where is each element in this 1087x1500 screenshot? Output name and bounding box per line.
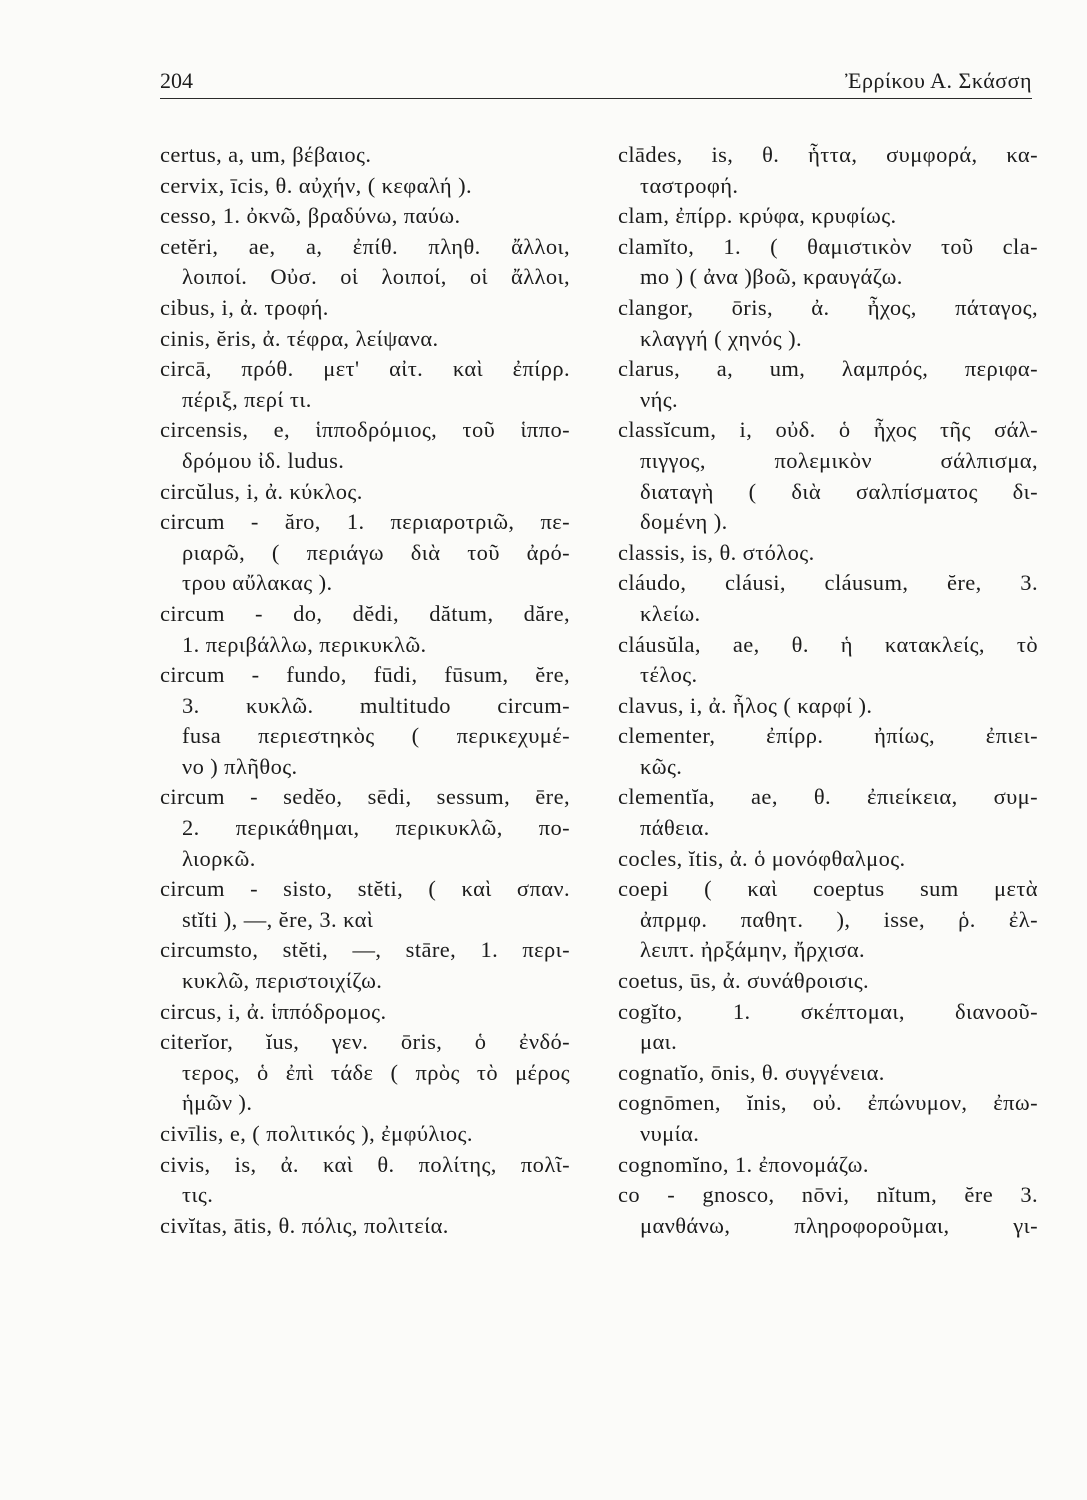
dictionary-line: coepi ( καὶ coeptus sum μετὰ — [618, 876, 1038, 902]
dictionary-line: clamĭto, 1. ( θαμιστικὸν τοῦ cla- — [618, 233, 1038, 259]
page-number: 204 — [160, 68, 193, 93]
dictionary-line: classis, is, θ. στόλος. — [618, 539, 815, 565]
dictionary-line: clādes, is, θ. ἧττα, συμφορά, κα- — [618, 142, 1038, 167]
dictionary-line: citerĭor, ĭus, γεν. ōris, ὁ ἐνδό- — [160, 1029, 570, 1055]
dictionary-line: τέλος. — [640, 662, 698, 688]
dictionary-line: cogĭto, 1. σκέπτομαι, διανοοῦ- — [618, 998, 1038, 1024]
dictionary-line: stĭti ), —, ĕre, 3. καὶ — [182, 906, 374, 932]
dictionary-line: λιορκῶ. — [182, 845, 256, 871]
dictionary-line: cocles, ĭtis, ἀ. ὁ μονόφθαλμος. — [618, 845, 906, 871]
dictionary-line: coetus, ūs, ἀ. συνάθροισις. — [618, 968, 870, 994]
dictionary-line: clementer, ἐπίρρ. ἠπίως, ἐπιει- — [618, 723, 1038, 749]
dictionary-line: ριαρῶ, ( περιάγω διὰ τοῦ ἀρό- — [182, 539, 570, 565]
dictionary-line: circus, i, ἀ. ἱππόδρομος. — [160, 998, 387, 1024]
dictionary-line: cesso, 1. ὀκνῶ, βραδύνω, παύω. — [160, 203, 461, 229]
dictionary-line: κλείω. — [640, 600, 701, 626]
dictionary-line: δρόμου ἰδ. ludus. — [182, 447, 345, 473]
dictionary-line: κλαγγή ( χηνός ). — [640, 325, 803, 351]
dictionary-line: cervix, īcis, θ. αὐχήν, ( κεφαλή ). — [160, 172, 472, 198]
dictionary-line: circum - sisto, stĕti, ( καὶ σπαν. — [160, 876, 570, 902]
left-column — [160, 140, 570, 1241]
dictionary-line: clangor, ōris, ἀ. ἦχος, πάταγος, — [618, 294, 1038, 320]
dictionary-line: circum - sedĕo, sēdi, sessum, ēre, — [160, 784, 570, 810]
dictionary-line: circā, πρόθ. μετ' αἰτ. καὶ ἐπίρρ. — [160, 356, 570, 382]
dictionary-line: 1. περιβάλλω, περικυκλῶ. — [182, 631, 427, 657]
dictionary-line: κῶς. — [640, 753, 683, 779]
dictionary-line: clementĭa, ae, θ. ἐπιείκεια, συμ- — [618, 784, 1038, 810]
dictionary-line: certus, a, um, βέβαιος. — [160, 142, 372, 167]
page-header — [160, 62, 1032, 99]
dictionary-line: 3. κυκλῶ. multitudo circum- — [182, 692, 570, 718]
running-head: Ἐρρίκου Α. Σκάσση — [845, 68, 1032, 93]
dictionary-line: mo ) ( ἀνα )βοῶ, κραυγάζω. — [640, 264, 903, 290]
dictionary-line: circensis, e, ἱπποδρόμιος, τοῦ ἱππο- — [160, 417, 570, 443]
dictionary-line: διαταγὴ ( διὰ σαλπίσματος δι- — [640, 478, 1038, 504]
dictionary-line: τις. — [182, 1182, 214, 1208]
dictionary-line: νυμία. — [640, 1121, 700, 1146]
dictionary-line: cetĕri, ae, a, ἐπίθ. πληθ. ἄλλοι, — [160, 233, 570, 259]
right-column — [618, 140, 1038, 1241]
dictionary-line: λειπτ. ἠρξάμην, ἤρχισα. — [640, 937, 866, 963]
dictionary-line: circumsto, stĕti, —, stāre, 1. περι- — [160, 937, 570, 963]
dictionary-line: cognōmen, ĭnis, οὐ. ἐπώνυμον, ἐπω- — [618, 1090, 1038, 1116]
dictionary-line: λοιποί. Οὐσ. οἱ λοιποί, οἱ ἄλλοι, — [182, 264, 570, 290]
dictionary-line: clarus, a, um, λαμπρός, περιφα- — [618, 356, 1038, 382]
dictionary-line: circum - ăro, 1. περιαροτριῶ, πε- — [160, 509, 570, 535]
dictionary-line: κυκλῶ, περιστοιχίζω. — [182, 968, 383, 994]
dictionary-line: clavus, i, ἀ. ἧλος ( καρφί ). — [618, 692, 873, 718]
dictionary-line: ἀπρμφ. παθητ. ), isse, ῥ. ἐλ- — [640, 906, 1038, 932]
dictionary-line: cognomĭno, 1. ἐπονομάζω. — [618, 1151, 869, 1177]
dictionary-line: fusa περιεστηκὸς ( περικεχυμέ- — [182, 723, 570, 749]
dictionary-line: classĭcum, i, οὐδ. ὁ ἦχος τῆς σάλ- — [618, 417, 1038, 443]
dictionary-line: circum - fundo, fūdi, fūsum, ĕre, — [160, 662, 570, 688]
dictionary-line: civis, is, ἀ. καὶ θ. πολίτης, πολῖ- — [160, 1151, 570, 1177]
dictionary-line: 2. περικάθημαι, περικυκλῶ, πο- — [182, 815, 570, 841]
dictionary-line: μανθάνω, πληροφοροῦμαι, γι- — [640, 1212, 1038, 1238]
dictionary-line: cláusŭla, ae, θ. ἡ κατακλείς, τὸ — [618, 631, 1038, 657]
dictionary-line: cognatĭo, ōnis, θ. συγγένεια. — [618, 1059, 885, 1085]
dictionary-line: civĭtas, ātis, θ. πόλις, πολιτεία. — [160, 1212, 449, 1238]
dictionary-line: circum - do, dĕdi, dătum, dăre, — [160, 600, 570, 626]
dictionary-line: νο ) πλῆθος. — [182, 753, 298, 779]
dictionary-line: clam, ἐπίρρ. κρύφα, κρυφίως. — [618, 203, 897, 229]
dictionary-line: πιγγος, πολεμικὸν σάλπισμα, — [640, 447, 1038, 473]
dictionary-line: δομένη ). — [640, 509, 728, 535]
dictionary-line: civīlis, e, ( πολιτικός ), ἐμφύλιος. — [160, 1121, 473, 1146]
dictionary-line: νής. — [640, 386, 679, 412]
dictionary-line: τερος, ὁ ἐπὶ τάδε ( πρὸς τὸ μέρος — [182, 1059, 570, 1085]
dictionary-line: ταστροφή. — [640, 172, 739, 198]
dictionary-line: μαι. — [640, 1029, 678, 1055]
dictionary-line: cláudo, cláusi, cláusum, ĕre, 3. — [618, 570, 1038, 596]
dictionary-line: ἡμῶν ). — [182, 1090, 253, 1116]
dictionary-line: co - gnosco, nōvi, nĭtum, ĕre 3. — [618, 1182, 1038, 1208]
dictionary-line: τρου αὔλακας ). — [182, 570, 333, 596]
dictionary-line: cinis, ĕris, ἀ. τέφρα, λείψανα. — [160, 325, 439, 351]
dictionary-line: circŭlus, i, ἀ. κύκλος. — [160, 478, 363, 504]
dictionary-line: πάθεια. — [640, 815, 710, 841]
dictionary-line: cibus, i, ἀ. τροφή. — [160, 294, 329, 320]
dictionary-line: πέριξ, περί τι. — [182, 386, 312, 412]
